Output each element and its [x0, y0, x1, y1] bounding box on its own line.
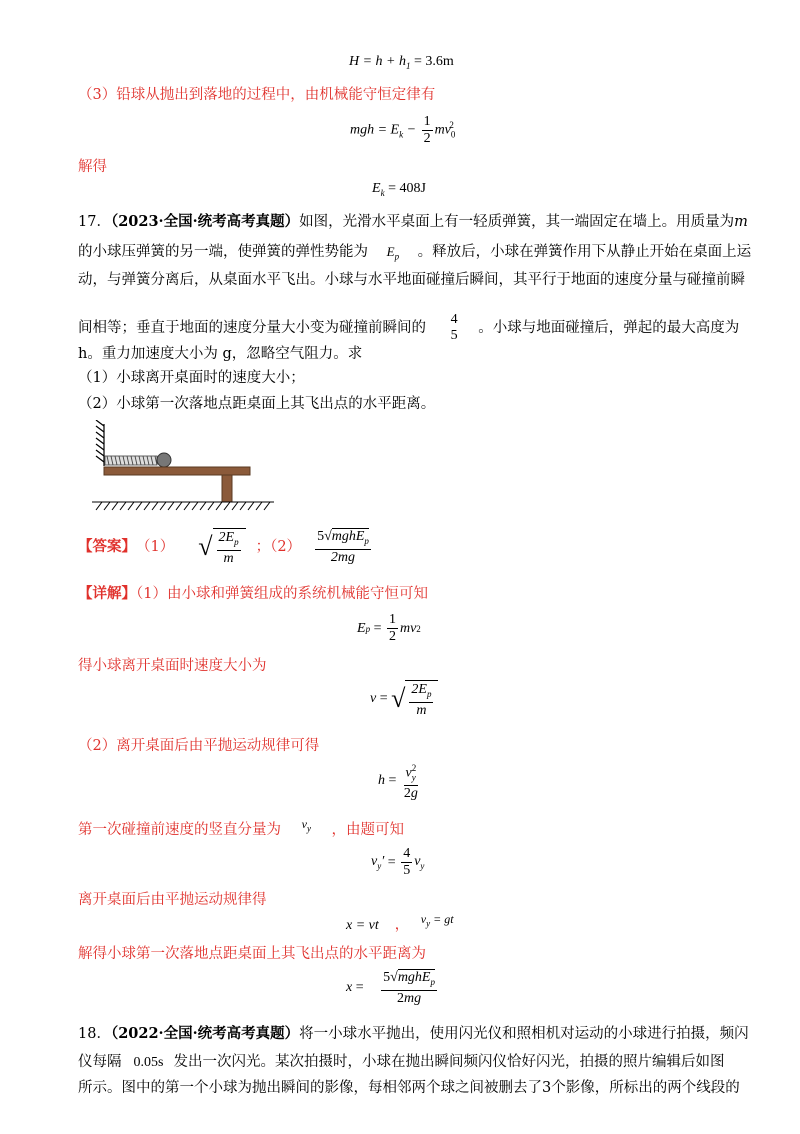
detail-line-1: 【详解】（1）由小球和弹簧组成的系统机械能守恒可知 [78, 585, 428, 602]
answer-label: 【答案】 [78, 538, 136, 556]
q17-line-4: 间相等；垂直于地面的速度分量大小变为碰撞前瞬间的 4 5 。小球与地面碰撞后，弹起的最大高度为 [78, 312, 740, 343]
equation-rebound-velocity: $v_y'$ = $\frac{4}{5}$ $v_y$ [371, 846, 425, 878]
equation-energy-conservation: mgh = $E_k$ − $\frac{1}{2}$ $mv_0^2$ [350, 114, 456, 146]
q17-number: 17． [78, 214, 111, 230]
q17-source: （2023·全国·统考高考真题） [110, 213, 300, 230]
detail-line-4: 第一次碰撞前速度的竖直分量为 $^{v_y}$ ，由题可知 [78, 817, 405, 838]
ground [92, 502, 274, 510]
solve-label: 解得 [78, 159, 107, 175]
q17-line-5: h。重力加速度大小为 g，忽略空气阻力。求 [78, 346, 363, 362]
equation-spring-energy: E p = $\frac{1}{2}$ mv 2 [357, 612, 421, 644]
equation-projectile: x = vt ， $v_y$ = gt [346, 912, 454, 933]
equation-velocity: v = √ $\frac{2E_p}{m}$ [370, 680, 438, 719]
equation-kinetic-energy: $E_k = 408J$ [372, 181, 426, 198]
q17-sub-2: （2）小球第一次落地点距桌面上其飞出点的水平距离。 [78, 396, 436, 412]
answer-1-formula: √ $\frac{2E_p}{m}$ [198, 528, 245, 567]
ball [157, 453, 171, 467]
detail-label: 【详解】 [78, 585, 136, 602]
q17-sub-1: （1）小球离开桌面时的速度大小； [78, 370, 305, 386]
wall [96, 420, 104, 466]
q18-line-3: 所示。图中的第一个小球为抛出瞬间的影像，每相邻两个球之间被删去了3个影像，所标出的两个线段的 [78, 1080, 740, 1096]
q18-source: （2022·全国·统考高考真题） [110, 1025, 300, 1042]
q18-number: 18． [78, 1026, 111, 1042]
detail-line-3: （2）离开桌面后由平抛运动规律可得 [78, 738, 320, 754]
equation-total-height: $H = h + h_1 = 3.6m$ [349, 54, 454, 71]
detail-line-2: 得小球离开桌面时速度大小为 [78, 658, 267, 674]
detail-line-5: 离开桌面后由平抛运动规律得 [78, 892, 267, 908]
table-top [104, 467, 250, 475]
q18-line-2: 仪每隔 0.05s 发出一次闪光。某次拍摄时，小球在抛出瞬间频闪仪恰好闪光，拍摄的照片编辑后如图 [78, 1054, 725, 1070]
answer-2-formula: $\frac{5√mghE_p}{2mg}$ [317, 529, 369, 565]
q17-line-2: 的小球压弹簧的另一端，使弹簧的弹性势能为 $E_p$ 。释放后，小球在弹簧作用下从静止开始在桌面上运 [78, 244, 752, 262]
detail-line-6: 解得小球第一次落地点距桌面上其飞出点的水平距离为 [78, 946, 426, 962]
q17-line-1: 17．（2023·全国·统考高考真题）如图，光滑水平桌面上有一轻质弹簧，其一端固定在墙上。用质量为m [78, 213, 748, 230]
spring [105, 456, 157, 465]
flash-interval: 0.05s [133, 1055, 164, 1070]
step-3-text: （3）铅球从抛出到落地的过程中，由机械能守恒定律有 [78, 87, 436, 103]
q17-line-3: 动，与弹簧分离后，从桌面水平飞出。小球与水平地面碰撞后瞬间，其平行于地面的速度分量与碰撞前瞬 [78, 272, 745, 288]
equation-horizontal-distance: x = $\frac{5√mghE_p}{2mg}$ [346, 970, 435, 1006]
table-leg [222, 475, 232, 502]
q18-line-1: 18．（2022·全国·统考高考真题）将一小球水平抛出，使用闪光仪和照相机对运动的小球进行拍摄，频闪 [78, 1025, 749, 1042]
answer-line: 【答案】 （1） √ $\frac{2E_p}{m}$ ；（2） $\frac{5√mghE_p}{2mg}$ [78, 529, 369, 566]
spring-table-diagram [88, 420, 278, 520]
equation-height: h = $\frac{v_y^2}{2g}$ [378, 760, 422, 802]
